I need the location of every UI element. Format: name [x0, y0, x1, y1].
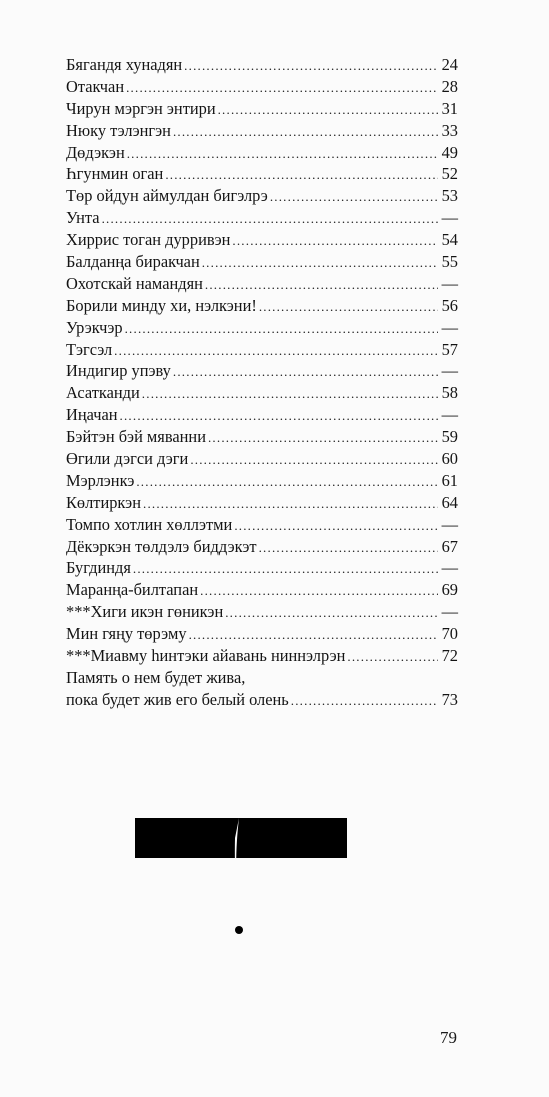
dot-leader: [232, 230, 438, 252]
toc-entry-page: 24: [441, 55, 458, 74]
toc-entry-page: 33: [441, 120, 458, 140]
toc-entry-page: —: [441, 273, 458, 293]
toc-entry: [66, 98, 458, 120]
ink-drop-illustration: [135, 818, 347, 940]
toc-entry: [66, 448, 458, 470]
toc-entry-title: Хиррис тоган дурривэн: [66, 230, 231, 250]
dot-leader: [189, 624, 438, 646]
toc-entry-title: Томпо хотлин хөллэтми: [66, 514, 233, 534]
dot-leader: [136, 471, 438, 493]
toc-entry-page: 52: [441, 164, 458, 184]
toc-entry: [66, 251, 458, 273]
page-number: 79: [440, 1028, 457, 1047]
toc-entry-title: Чирун мэргэн энтири: [66, 98, 216, 118]
toc-entry-title: Унта: [66, 208, 100, 228]
dot-leader: [200, 580, 438, 602]
toc-entry-page: —: [441, 405, 458, 425]
toc-entry: [66, 229, 458, 251]
dot-leader: [234, 515, 438, 537]
toc-entry-title: Нюку тэлэнгэн: [66, 120, 171, 140]
dot-leader: [347, 646, 438, 668]
toc-entry-page: 49: [441, 142, 458, 162]
dot-leader: [208, 427, 438, 449]
dot-leader: [143, 493, 438, 515]
dot-leader: [270, 186, 438, 208]
toc-entry-title: Дөдэкэн: [66, 142, 125, 162]
dot-leader: [259, 537, 438, 559]
toc-entry: [66, 536, 458, 558]
toc-entry-page: 57: [441, 339, 458, 359]
toc-entry-page: 70: [441, 624, 458, 644]
dot-leader: [142, 383, 438, 405]
toc-entry-title: Асатканди: [66, 383, 140, 403]
toc-entry-page: 31: [441, 98, 458, 118]
toc-entry: [66, 492, 458, 514]
toc-entry: [66, 470, 458, 492]
toc-entry-page: —: [441, 558, 458, 578]
toc-entry-page: 53: [441, 186, 458, 206]
toc-entry-page: 69: [441, 580, 458, 600]
toc-entry-title: Борили минду хи, нэлкэни!: [66, 295, 257, 315]
toc-entry-title-line2: пока будет жив его белый олень: [66, 689, 289, 709]
toc-entry-page: —: [441, 361, 458, 381]
toc-entry: [66, 295, 458, 317]
dot-leader: [173, 121, 438, 143]
toc-entry: [66, 557, 458, 579]
dot-leader: [291, 690, 438, 712]
toc-entry-title: Мин гяңу төрэму: [66, 624, 187, 644]
dot-leader: [114, 340, 438, 362]
dot-leader: [102, 208, 438, 230]
dot-leader: [202, 252, 438, 274]
toc-entry-title: Урэкчэр: [66, 317, 123, 337]
toc-entry-page: —: [441, 514, 458, 534]
toc-entry-title-line1: Память о нем будет жива,: [66, 667, 246, 687]
toc-entry-title: Бягандя хунадян: [66, 55, 183, 74]
toc-entry: [66, 404, 458, 426]
dot-leader: [126, 77, 438, 99]
toc-entry-title: Көлтиркэн: [66, 492, 141, 512]
table-of-contents: [66, 54, 458, 711]
toc-entry-title: Мэрлэнкэ: [66, 470, 135, 490]
toc-entry-page: 73: [441, 689, 458, 709]
toc-entry-page: 60: [441, 449, 458, 469]
toc-entry: [66, 360, 458, 382]
toc-entry-title: Иңачан: [66, 405, 118, 425]
toc-entry-title: Бугдиндя: [66, 558, 131, 578]
toc-entry: [66, 142, 458, 164]
dot-leader: [184, 55, 438, 77]
toc-entry-title: Төр ойдун аймулдан бигэлрэ: [66, 186, 268, 206]
dot-leader: [173, 361, 438, 383]
toc-entry: [66, 76, 458, 98]
toc-entry: [66, 54, 458, 76]
dot-leader: [218, 99, 438, 121]
toc-entry-page: 67: [441, 536, 458, 556]
toc-entry-title: Индигир упэву: [66, 361, 171, 381]
dot-leader: [165, 164, 438, 186]
toc-entry-title: Охотскай намандян: [66, 273, 203, 293]
toc-entry-multiline: [66, 667, 458, 711]
toc-entry: [66, 163, 458, 185]
ornament-image: [135, 818, 347, 940]
toc-entry: [66, 273, 458, 295]
toc-entry: [66, 514, 458, 536]
toc-entry: [66, 185, 458, 207]
toc-entry-title: Өгили дэгси дэги: [66, 449, 189, 469]
toc-entry-title: ***Хиги икэн гөникэн: [66, 602, 224, 622]
dot-leader: [205, 274, 438, 296]
toc-entry-title: Отакчан: [66, 76, 125, 96]
toc-entry: [66, 207, 458, 229]
dot-leader: [259, 296, 438, 318]
toc-entry: [66, 382, 458, 404]
toc-entry: [66, 120, 458, 142]
toc-entry-title: Дёкэркэн төлдэлэ биддэкэт: [66, 536, 257, 556]
toc-entry-page: 55: [441, 252, 458, 272]
toc-entry: [66, 579, 458, 601]
toc-entry-page: 72: [441, 646, 458, 666]
toc-entry-page: 64: [441, 492, 458, 512]
toc-entry-title: Һгунмин оган: [66, 164, 164, 184]
toc-entry: [66, 339, 458, 361]
toc-entry-title: ***Миавму һинтэки айавань ниннэлрэн: [66, 646, 346, 666]
toc-entry: [66, 426, 458, 448]
toc-entry-page: 56: [441, 295, 458, 315]
toc-entry-page: 61: [441, 470, 458, 490]
toc-entry-page: 59: [441, 427, 458, 447]
toc-entry-title: Маранңа-билтапан: [66, 580, 199, 600]
toc-entry-page: 54: [441, 230, 458, 250]
toc-entry-page: 58: [441, 383, 458, 403]
toc-entry: [66, 601, 458, 623]
toc-entry-page: 28: [441, 76, 458, 96]
dot-leader: [190, 449, 438, 471]
dot-leader: [120, 405, 438, 427]
toc-entry-title: Балданңа биракчан: [66, 252, 200, 272]
dot-leader: [125, 318, 438, 340]
toc-entry-page: —: [441, 208, 458, 228]
toc-entry-page: —: [441, 602, 458, 622]
toc-entry: [66, 623, 458, 645]
toc-entry-title: Бэйтэн бэй мяванни: [66, 427, 206, 447]
toc-entry: [66, 317, 458, 339]
toc-entry-title: Тэгсэл: [66, 339, 113, 359]
dot-leader: [127, 143, 438, 165]
dot-leader: [225, 602, 438, 624]
toc-entry: [66, 645, 458, 667]
toc-entry-page: —: [441, 317, 458, 337]
dot-leader: [133, 558, 438, 580]
